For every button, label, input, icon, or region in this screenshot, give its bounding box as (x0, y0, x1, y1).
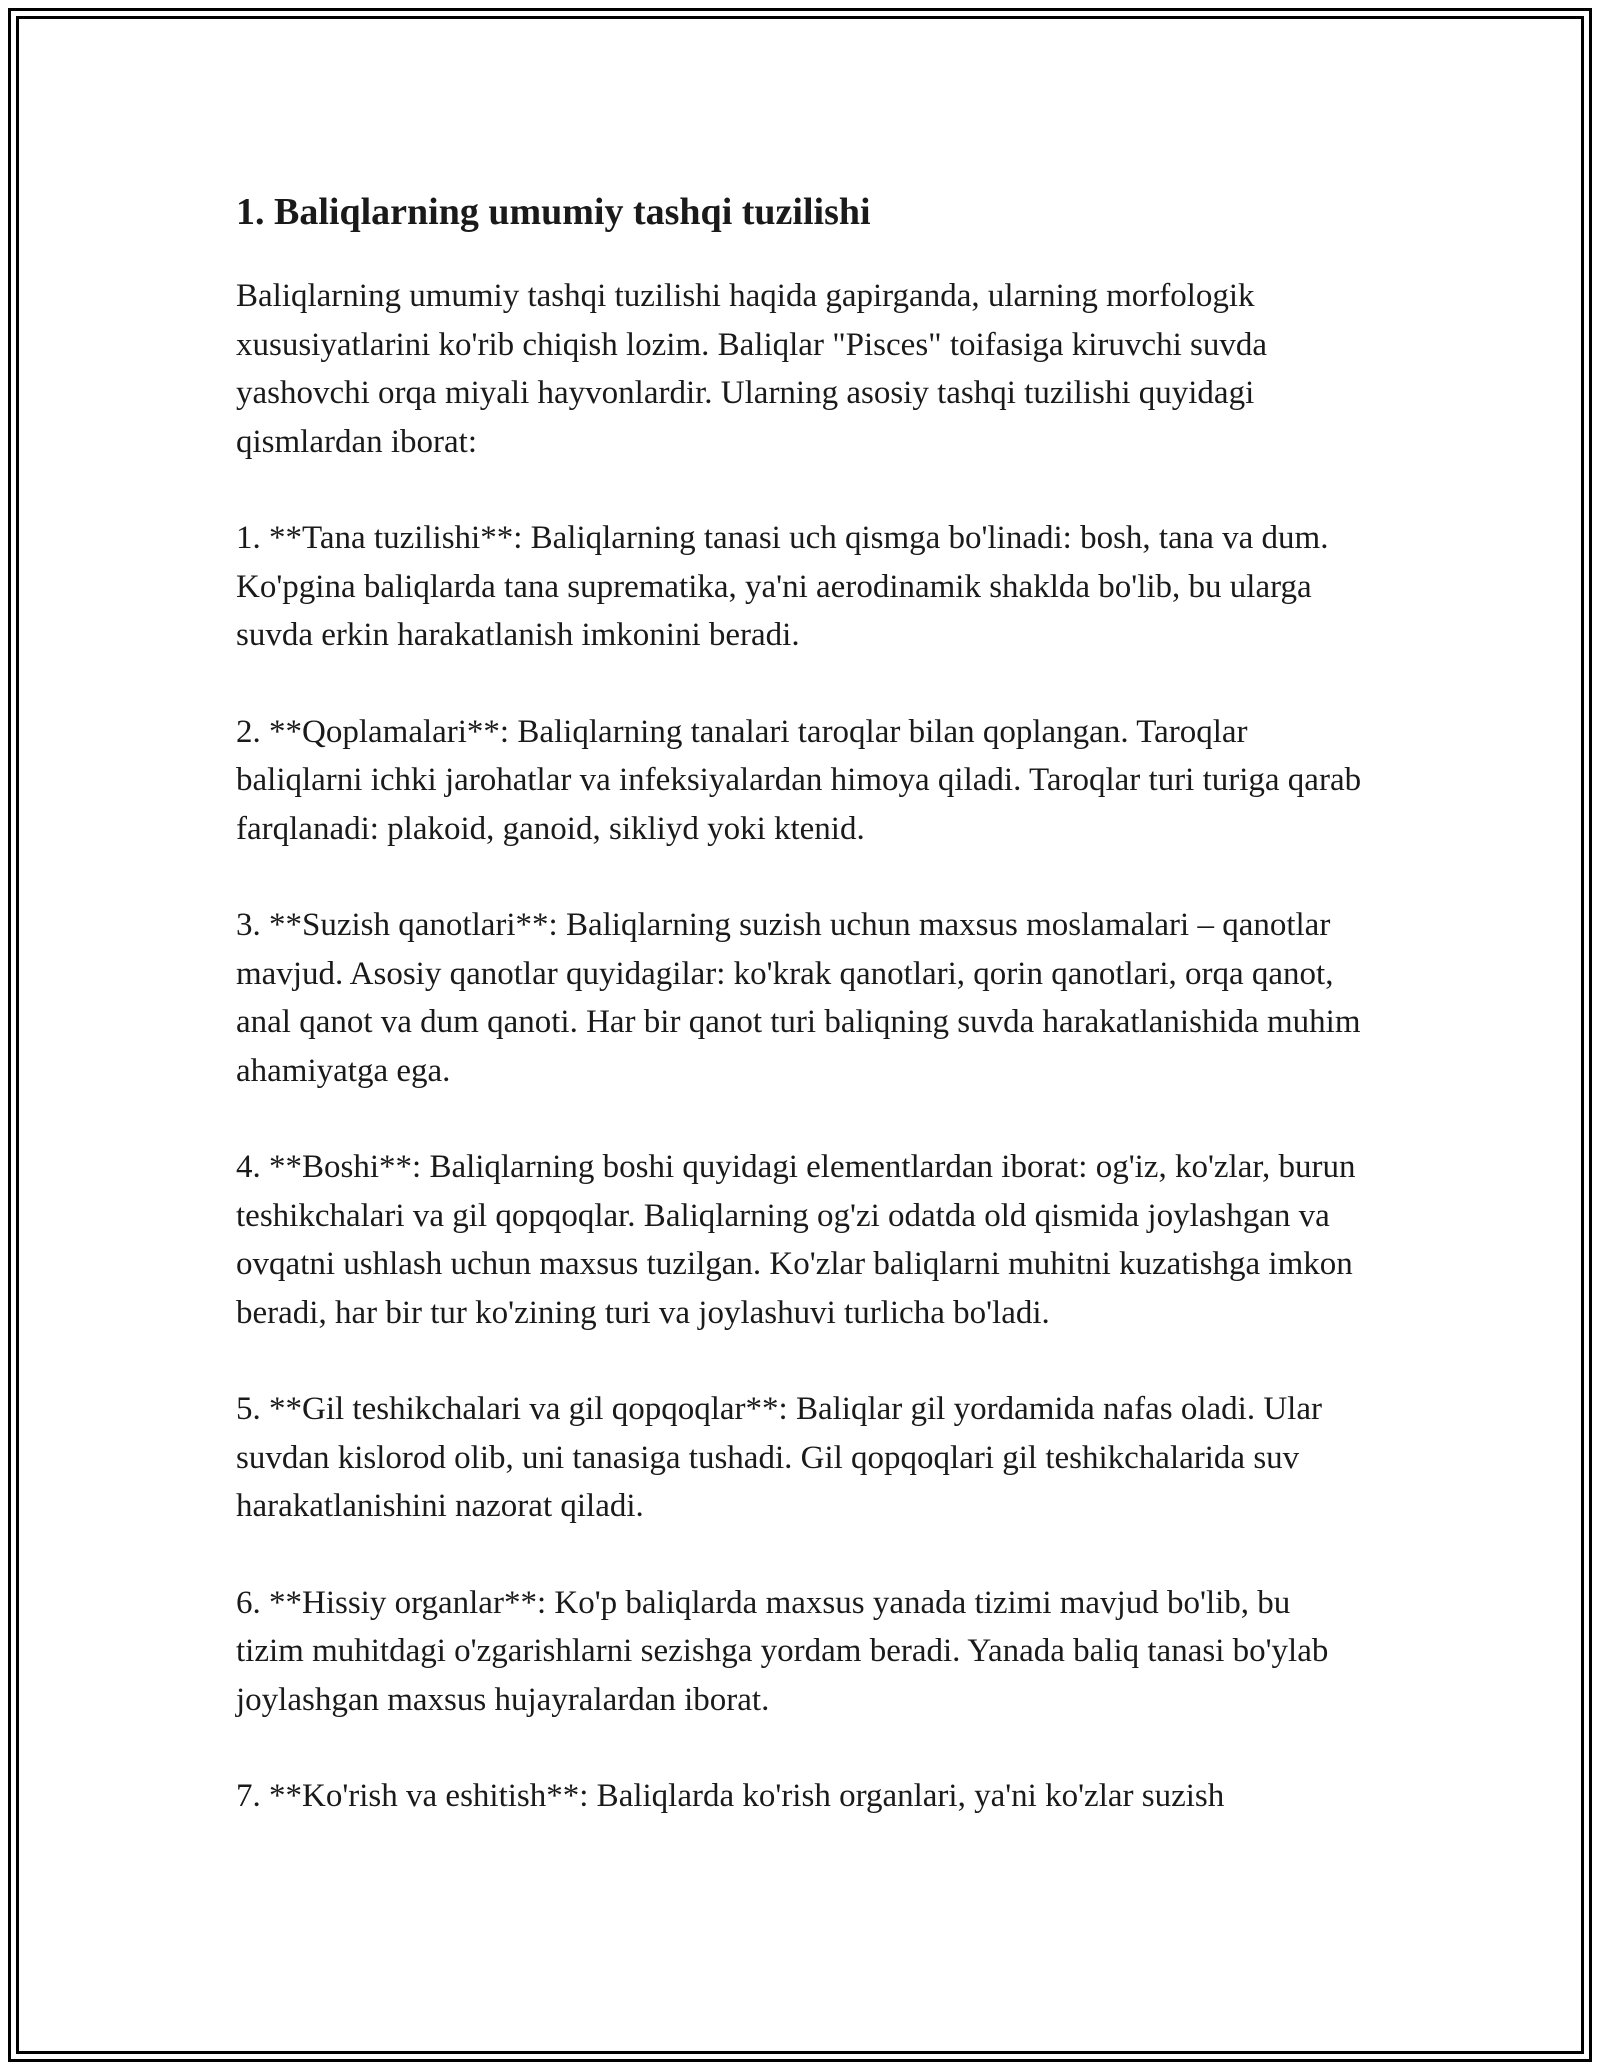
paragraph-body-structure: 1. **Tana tuzilishi**: Baliqlarning tanasi uch qismga bo'linadi: bosh, tana va dum. Ko'pgina baliqlarda tana suprematika, ya'ni aerodinamik shaklda bo'lib, bu ularga suvda erkin harakatlanish imkonini beradi. (236, 520, 1329, 653)
paragraph-scales: 2. **Qoplamalari**: Baliqlarning tanalari taroqlar bilan qoplangan. Taroqlar baliqlarni ichki jarohatlar va infeksiyalardan himoya qiladi. Taroqlar turi turiga qarab farqlanadi: plakoid, ganoid, sikliyd yoki ktenid. (236, 713, 1362, 847)
intro-paragraph: Baliqlarning umumiy tashqi tuzilishi haqida gapirganda, ularning morfologik xususiyatlarini ko'rib chiqish lozim. Baliqlar "Pisces" toifasiga kiruvchi suvda yashovchi orqa miyali hayvonlardir. Ularning asosiy tashqi tuzilishi quyidagi qismlardan iborat: (236, 278, 1267, 460)
document-body (236, 186, 1366, 1869)
paragraph-head: 4. **Boshi**: Baliqlarning boshi quyidagi elementlardan iborat: og'iz, ko'zlar, burun teshikchalari va gil qopqoqlar. Baliqlarning og'zi odatda old qismida joylashgan va ovqatni ushlash uchun maxsus tuzilgan. Ko'zlar baliqlarni muhitni kuzatishga imkon beradi, har bir tur ko'zining turi va joylashuvi turlicha bo'ladi. (236, 1149, 1356, 1331)
paragraph-vision-hearing: 7. **Ko'rish va eshitish**: Baliqlarda ko'rish organlari, ya'ni ko'zlar suzish (236, 1778, 1225, 1814)
paragraph-gills: 5. **Gil teshikchalari va gil qopqoqlar**: Baliqlar gil yordamida nafas oladi. Ular suvdan kislorod olib, uni tanasiga tushadi. Gil qopqoqlari gil teshikchalarida suv harakatlanishini nazorat qiladi. (236, 1391, 1322, 1524)
paragraph-sense-organs: 6. **Hissiy organlar**: Ko'p baliqlarda maxsus yanada tizimi mavjud bo'lib, bu tizim muhitdagi o'zgarishlarni sezishga yordam beradi. Yanada baliq tanasi bo'ylab joylashgan maxsus hujayralardan iborat. (236, 1584, 1329, 1718)
section-heading: 1. Baliqlarning umumiy tashqi tuzilishi (236, 191, 871, 233)
paragraph-fins: 3. **Suzish qanotlari**: Baliqlarning suzish uchun maxsus moslamalari – qanotlar mavjud. Asosiy qanotlar quyidagilar: ko'krak qanotlari, qorin qanotlari, orqa qanot, anal qanot va dum qanoti. Har bir qanot turi baliqning suvda harakatlanishida muhim ahamiyatga ega. (236, 907, 1361, 1089)
